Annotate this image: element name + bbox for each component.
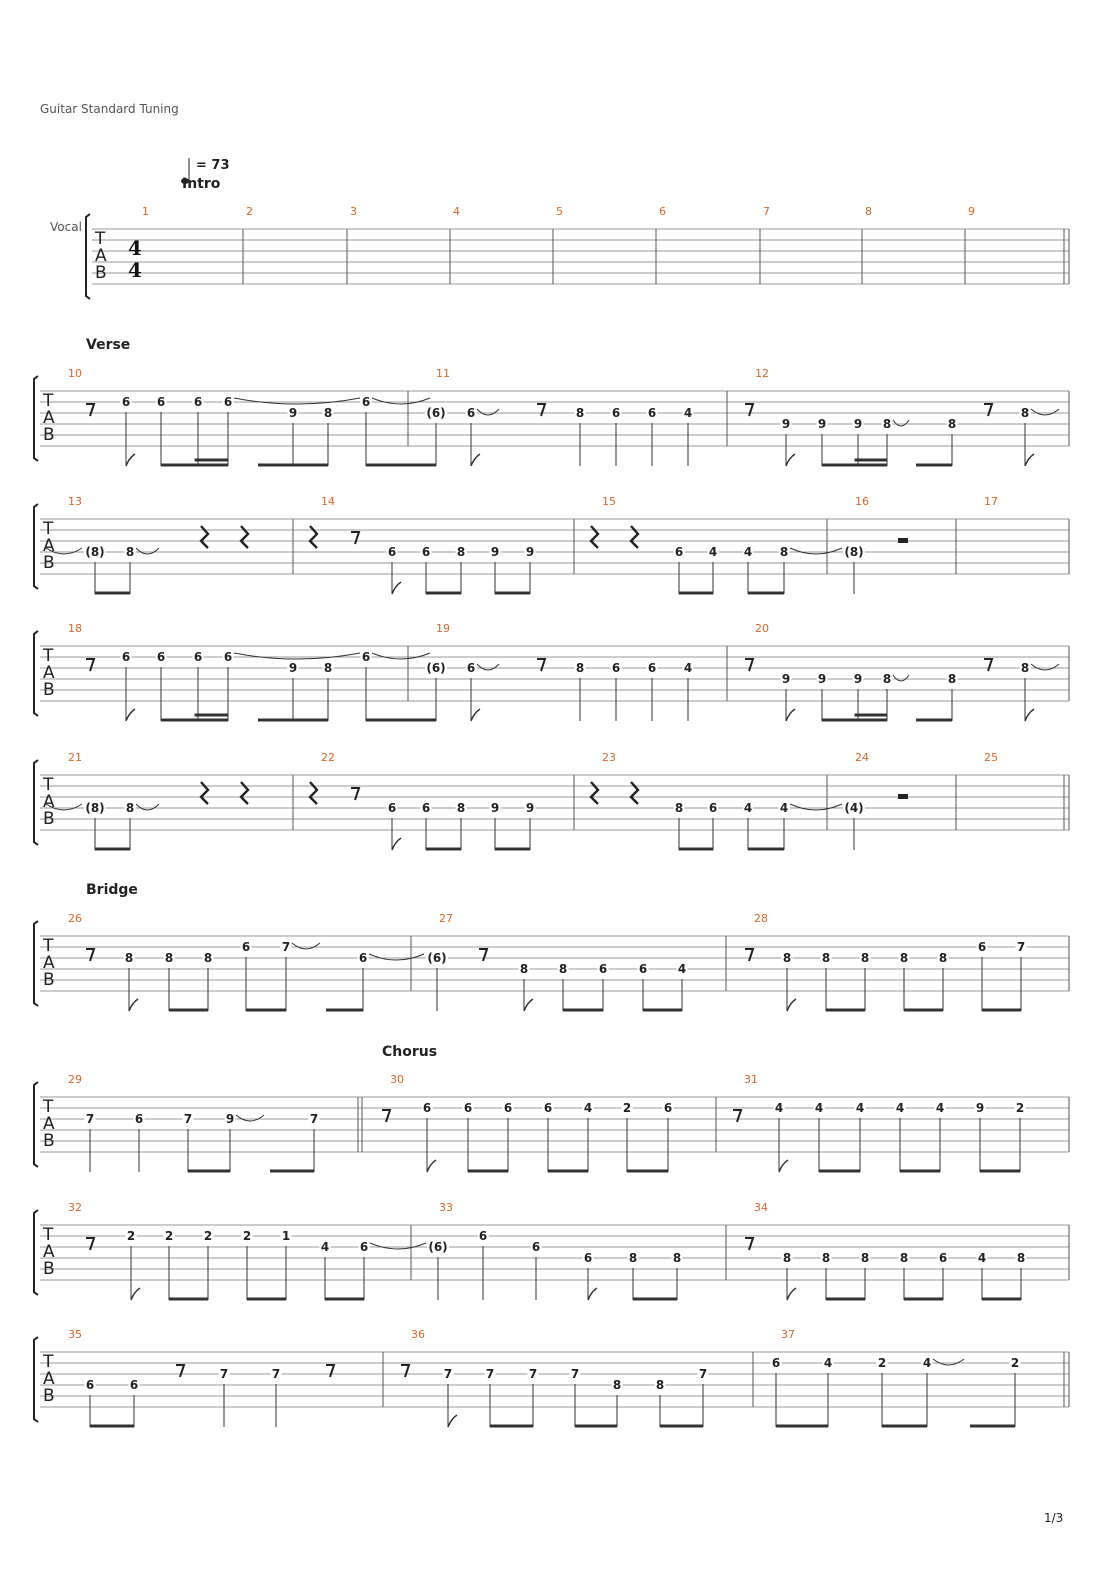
section-label: Verse xyxy=(86,337,131,353)
staff-system xyxy=(34,1201,1069,1300)
staff-system xyxy=(34,337,1069,466)
fret-number: 9 xyxy=(817,417,827,431)
staff-system xyxy=(34,1044,1069,1172)
eighth-rest xyxy=(86,404,94,416)
tie-arc xyxy=(933,1359,964,1365)
fret-number: 2 xyxy=(1010,1356,1020,1370)
fret-number: 2 xyxy=(877,1356,887,1370)
fret-number: 9 xyxy=(288,661,298,675)
fret-number: 6 xyxy=(503,1101,513,1115)
note-flag xyxy=(129,999,138,1011)
fret-number: 6 xyxy=(387,801,397,815)
fret-number: 4 xyxy=(320,1240,330,1254)
fret-number: 6 xyxy=(466,661,476,675)
tie-arc xyxy=(136,804,159,810)
fret-number: (8) xyxy=(85,545,105,559)
fret-number: 4 xyxy=(708,545,718,559)
fret-number: 6 xyxy=(121,395,131,409)
fret-number: 9 xyxy=(975,1101,985,1115)
fret-number: 8 xyxy=(938,951,948,965)
tab-clef-letter: B xyxy=(43,809,55,829)
quarter-rest xyxy=(591,782,598,804)
fret-number: 8 xyxy=(782,951,792,965)
staff-system xyxy=(34,1328,1069,1427)
fret-number: 8 xyxy=(779,545,789,559)
measure-number: 23 xyxy=(602,751,616,764)
fret-number: 6 xyxy=(193,395,203,409)
fret-number: 4 xyxy=(977,1251,987,1265)
fret-number: 4 xyxy=(935,1101,945,1115)
note-flag xyxy=(1025,709,1034,721)
fret-number: 8 xyxy=(628,1251,638,1265)
fret-number: 9 xyxy=(288,406,298,420)
instrument-label: Vocal xyxy=(50,220,82,234)
staff-system xyxy=(34,751,1069,850)
staff-bracket xyxy=(86,214,90,299)
eighth-rest xyxy=(745,1238,753,1250)
staff-bracket xyxy=(34,631,38,716)
fret-number: 6 xyxy=(647,661,657,675)
measure-number: 12 xyxy=(755,367,769,380)
note-flag xyxy=(131,1288,140,1300)
tab-clef-letter: A xyxy=(43,663,55,683)
eighth-rest xyxy=(326,1365,334,1377)
fret-number: 9 xyxy=(853,672,863,686)
fret-number: 8 xyxy=(323,661,333,675)
eighth-rest xyxy=(745,949,753,961)
measure-number: 35 xyxy=(68,1328,82,1341)
tie-arc xyxy=(369,954,424,960)
fret-number: 8 xyxy=(164,951,174,965)
staff-bracket xyxy=(34,1082,38,1167)
fret-number: 9 xyxy=(225,1112,235,1126)
fret-number: 6 xyxy=(193,650,203,664)
measure-number: 17 xyxy=(984,495,998,508)
eighth-rest xyxy=(86,949,94,961)
fret-number: 6 xyxy=(422,1101,432,1115)
fret-number: 7 xyxy=(85,1112,95,1126)
fret-number: 2 xyxy=(1015,1101,1025,1115)
tab-clef-letter: B xyxy=(43,1386,55,1406)
fret-number: 9 xyxy=(853,417,863,431)
fret-number: 7 xyxy=(1016,940,1026,954)
tie-arc xyxy=(790,548,842,554)
measure-number: 15 xyxy=(602,495,616,508)
fret-number: 8 xyxy=(882,672,892,686)
eighth-rest xyxy=(745,404,753,416)
tab-clef-letter: T xyxy=(43,1097,54,1117)
measure-number: 16 xyxy=(855,495,869,508)
fret-number: 6 xyxy=(611,406,621,420)
measure-number: 26 xyxy=(68,912,82,925)
fret-number: 8 xyxy=(1020,406,1030,420)
measure-number: 5 xyxy=(556,205,563,218)
fret-number: 8 xyxy=(1016,1251,1026,1265)
staff-bracket xyxy=(34,376,38,461)
fret-number: 6 xyxy=(156,395,166,409)
eighth-rest xyxy=(537,404,545,416)
eighth-rest xyxy=(984,659,992,671)
fret-number: 6 xyxy=(134,1112,144,1126)
fret-number: 6 xyxy=(708,801,718,815)
eighth-rest xyxy=(401,1365,409,1377)
fret-number: 4 xyxy=(855,1101,865,1115)
fret-number: 8 xyxy=(456,545,466,559)
tab-clef-letter: T xyxy=(43,1225,54,1245)
fret-number: (8) xyxy=(85,801,105,815)
tie-arc xyxy=(477,409,499,415)
fret-number: 6 xyxy=(771,1356,781,1370)
measure-number: 24 xyxy=(855,751,869,764)
eighth-rest xyxy=(86,1238,94,1250)
eighth-rest xyxy=(984,404,992,416)
tab-clef-letter: T xyxy=(43,936,54,956)
fret-number: 8 xyxy=(947,417,957,431)
measure-number: 29 xyxy=(68,1073,82,1086)
fret-number: 6 xyxy=(583,1251,593,1265)
fret-number: 6 xyxy=(223,395,233,409)
fret-number: 6 xyxy=(421,545,431,559)
fret-number: 6 xyxy=(121,650,131,664)
fret-number: 4 xyxy=(922,1356,932,1370)
tie-arc xyxy=(292,943,320,949)
fret-number: 8 xyxy=(821,1251,831,1265)
section-label: Chorus xyxy=(382,1044,438,1060)
fret-number: 6 xyxy=(156,650,166,664)
fret-number: 4 xyxy=(743,545,753,559)
fret-number: 8 xyxy=(519,962,529,976)
eighth-rest xyxy=(176,1365,184,1377)
fret-number: 6 xyxy=(611,661,621,675)
quarter-rest xyxy=(241,526,248,548)
fret-number: 7 xyxy=(183,1112,193,1126)
tie-arc xyxy=(790,804,842,810)
fret-number: 8 xyxy=(882,417,892,431)
note-flag xyxy=(1025,454,1034,466)
tie-arc xyxy=(236,1115,264,1121)
eighth-rest xyxy=(351,788,359,800)
measure-number: 9 xyxy=(968,205,975,218)
fret-number: 6 xyxy=(359,1240,369,1254)
tempo-label: = 73 xyxy=(196,158,230,173)
staff-system xyxy=(34,495,1069,594)
measure-number: 7 xyxy=(763,205,770,218)
measure-number: 4 xyxy=(453,205,460,218)
fret-number: 6 xyxy=(358,951,368,965)
note-flag xyxy=(787,1288,796,1300)
fret-number: 9 xyxy=(490,801,500,815)
measure-number: 14 xyxy=(321,495,335,508)
eighth-rest xyxy=(479,949,487,961)
fret-number: 7 xyxy=(271,1367,281,1381)
fret-number: 4 xyxy=(583,1101,593,1115)
note-flag xyxy=(471,709,480,721)
fret-number: 6 xyxy=(478,1229,488,1243)
note-flag xyxy=(786,454,795,466)
tie-arc xyxy=(372,398,430,404)
time-signature-bottom: 4 xyxy=(128,258,142,282)
tab-clef-letter: A xyxy=(43,1114,55,1134)
staff-bracket xyxy=(34,1210,38,1295)
staff-system xyxy=(86,176,1069,299)
staff-system xyxy=(34,882,1069,1011)
measure-number: 1 xyxy=(142,205,149,218)
fret-number: 9 xyxy=(817,672,827,686)
fret-number: 8 xyxy=(124,951,134,965)
fret-number: 7 xyxy=(219,1367,229,1381)
fret-number: 9 xyxy=(781,417,791,431)
fret-number: 6 xyxy=(463,1101,473,1115)
note-flag xyxy=(787,999,796,1011)
tab-clef-letter: B xyxy=(43,425,55,445)
measure-number: 37 xyxy=(781,1328,795,1341)
fret-number: 8 xyxy=(575,661,585,675)
note-flag xyxy=(126,709,135,721)
measure-number: 13 xyxy=(68,495,82,508)
fret-number: 4 xyxy=(683,661,693,675)
fret-number: 7 xyxy=(570,1367,580,1381)
tie-arc xyxy=(234,653,360,659)
fret-number: 8 xyxy=(860,951,870,965)
fret-number: 6 xyxy=(938,1251,948,1265)
staff-bracket xyxy=(34,1337,38,1422)
note-flag xyxy=(448,1415,457,1427)
measure-number: 32 xyxy=(68,1201,82,1214)
measure-number: 21 xyxy=(68,751,82,764)
staff-systems xyxy=(34,176,1069,1427)
half-rest xyxy=(898,538,908,543)
fret-number: 6 xyxy=(598,962,608,976)
fret-number: 6 xyxy=(638,962,648,976)
fret-number: 6 xyxy=(977,940,987,954)
tie-arc xyxy=(1031,409,1059,415)
quarter-rest xyxy=(201,782,208,804)
fret-number: 4 xyxy=(895,1101,905,1115)
tab-clef-letter: B xyxy=(43,970,55,990)
fret-number: 8 xyxy=(1020,661,1030,675)
fret-number: 6 xyxy=(466,406,476,420)
measure-number: 28 xyxy=(754,912,768,925)
tab-clef-letter: A xyxy=(43,536,55,556)
fret-number: 4 xyxy=(814,1101,824,1115)
fret-number: 6 xyxy=(361,395,371,409)
fret-number: (6) xyxy=(426,406,446,420)
tie-arc xyxy=(1031,664,1059,670)
tab-clef-letter: A xyxy=(43,953,55,973)
fret-number: 6 xyxy=(361,650,371,664)
fret-number: 4 xyxy=(823,1356,833,1370)
fret-number: 7 xyxy=(528,1367,538,1381)
tuning-label: Guitar Standard Tuning xyxy=(40,102,179,116)
eighth-rest xyxy=(745,659,753,671)
measure-number: 36 xyxy=(411,1328,425,1341)
half-rest xyxy=(898,794,908,799)
note-flag xyxy=(392,838,401,850)
fret-number: 2 xyxy=(164,1229,174,1243)
tab-clef-letter: T xyxy=(43,775,54,795)
page-number: 1/3 xyxy=(1044,1511,1064,1525)
tie-arc xyxy=(370,1243,426,1249)
quarter-rest xyxy=(241,782,248,804)
fret-number: 8 xyxy=(860,1251,870,1265)
note-flag xyxy=(126,454,135,466)
fret-number: 2 xyxy=(203,1229,213,1243)
quarter-rest xyxy=(631,526,638,548)
fret-number: 8 xyxy=(655,1378,665,1392)
fret-number: 8 xyxy=(558,962,568,976)
fret-number: (6) xyxy=(426,661,446,675)
fret-number: 7 xyxy=(281,940,291,954)
fret-number: 6 xyxy=(223,650,233,664)
measure-number: 30 xyxy=(390,1073,404,1086)
measure-number: 31 xyxy=(744,1073,758,1086)
fret-number: 6 xyxy=(387,545,397,559)
staff-bracket xyxy=(34,921,38,1006)
eighth-rest xyxy=(733,1110,741,1122)
measure-number: 10 xyxy=(68,367,82,380)
note-flag xyxy=(588,1288,597,1300)
fret-number: 2 xyxy=(126,1229,136,1243)
fret-number: 8 xyxy=(947,672,957,686)
tie-arc xyxy=(372,653,430,659)
measure-number: 22 xyxy=(321,751,335,764)
fret-number: 9 xyxy=(525,801,535,815)
fret-number: 7 xyxy=(309,1112,319,1126)
fret-number: 6 xyxy=(663,1101,673,1115)
fret-number: 8 xyxy=(899,1251,909,1265)
fret-number: (8) xyxy=(844,545,864,559)
note-flag xyxy=(392,582,401,594)
quarter-rest xyxy=(201,526,208,548)
tie-arc xyxy=(893,675,909,681)
measure-number: 3 xyxy=(350,205,357,218)
tab-clef-letter: A xyxy=(43,1369,55,1389)
fret-number: 8 xyxy=(125,801,135,815)
measure-number: 20 xyxy=(755,622,769,635)
quarter-rest xyxy=(591,526,598,548)
tab-clef-letter: T xyxy=(43,646,54,666)
fret-number: 4 xyxy=(743,801,753,815)
section-label: Intro xyxy=(182,176,221,192)
tab-clef-letter: B xyxy=(43,553,55,573)
note-flag xyxy=(524,999,533,1011)
tab-clef-letter: B xyxy=(43,1131,55,1151)
tab-clef-letter: A xyxy=(95,246,107,266)
measure-number: 18 xyxy=(68,622,82,635)
fret-number: 8 xyxy=(456,801,466,815)
fret-number: 6 xyxy=(85,1378,95,1392)
eighth-rest xyxy=(537,659,545,671)
fret-number: 8 xyxy=(323,406,333,420)
fret-number: (6) xyxy=(428,1240,448,1254)
measure-number: 25 xyxy=(984,751,998,764)
staff-system xyxy=(34,622,1069,721)
tab-clef-letter: A xyxy=(43,408,55,428)
fret-number: 6 xyxy=(241,940,251,954)
note-flag xyxy=(471,454,480,466)
tab-clef-letter: T xyxy=(43,1352,54,1372)
section-label: Bridge xyxy=(86,882,138,898)
fret-number: 8 xyxy=(782,1251,792,1265)
tie-arc xyxy=(893,420,909,426)
measure-number: 34 xyxy=(754,1201,768,1214)
eighth-rest xyxy=(382,1110,390,1122)
measure-number: 6 xyxy=(659,205,666,218)
fret-number: (6) xyxy=(427,951,447,965)
fret-number: 7 xyxy=(443,1367,453,1381)
tab-clef-letter: T xyxy=(95,229,106,249)
eighth-rest xyxy=(351,532,359,544)
fret-number: 8 xyxy=(821,951,831,965)
note-flag xyxy=(786,709,795,721)
fret-number: 8 xyxy=(899,951,909,965)
fret-number: 7 xyxy=(698,1367,708,1381)
fret-number: 4 xyxy=(774,1101,784,1115)
quarter-rest xyxy=(310,526,317,548)
fret-number: 6 xyxy=(129,1378,139,1392)
fret-number: 7 xyxy=(485,1367,495,1381)
quarter-rest xyxy=(631,782,638,804)
fret-number: 4 xyxy=(683,406,693,420)
note-flag xyxy=(427,1160,436,1172)
eighth-rest xyxy=(86,659,94,671)
staff-bracket xyxy=(34,760,38,845)
tab-clef-letter: B xyxy=(43,1259,55,1279)
tab-clef-letter: B xyxy=(95,263,107,283)
tab-clef-letter: A xyxy=(43,1242,55,1262)
fret-number: 6 xyxy=(647,406,657,420)
tie-arc xyxy=(136,548,159,554)
measure-number: 27 xyxy=(439,912,453,925)
measure-number: 19 xyxy=(436,622,450,635)
measure-number: 8 xyxy=(865,205,872,218)
measure-number: 2 xyxy=(246,205,253,218)
tie-arc xyxy=(477,664,499,670)
fret-number: 1 xyxy=(281,1229,291,1243)
fret-number: 8 xyxy=(674,801,684,815)
measure-number: 33 xyxy=(439,1201,453,1214)
staff-bracket xyxy=(34,504,38,589)
note-flag xyxy=(779,1160,788,1172)
fret-number: 9 xyxy=(781,672,791,686)
fret-number: 9 xyxy=(490,545,500,559)
time-signature-top: 4 xyxy=(128,236,142,260)
fret-number: 6 xyxy=(674,545,684,559)
fret-number: 2 xyxy=(242,1229,252,1243)
fret-number: 8 xyxy=(612,1378,622,1392)
fret-number: (4) xyxy=(844,801,864,815)
quarter-rest xyxy=(310,782,317,804)
tab-clef-letter: B xyxy=(43,680,55,700)
fret-number: 6 xyxy=(421,801,431,815)
tab-clef-letter: T xyxy=(43,519,54,539)
fret-number: 9 xyxy=(525,545,535,559)
fret-number: 2 xyxy=(622,1101,632,1115)
fret-number: 8 xyxy=(125,545,135,559)
fret-number: 6 xyxy=(531,1240,541,1254)
tab-clef-letter: T xyxy=(43,391,54,411)
fret-number: 6 xyxy=(543,1101,553,1115)
fret-number: 8 xyxy=(575,406,585,420)
fret-number: 8 xyxy=(203,951,213,965)
fret-number: 8 xyxy=(672,1251,682,1265)
fret-number: 4 xyxy=(677,962,687,976)
measure-number: 11 xyxy=(436,367,450,380)
tab-clef-letter: A xyxy=(43,792,55,812)
tie-arc xyxy=(234,398,360,404)
fret-number: 4 xyxy=(779,801,789,815)
